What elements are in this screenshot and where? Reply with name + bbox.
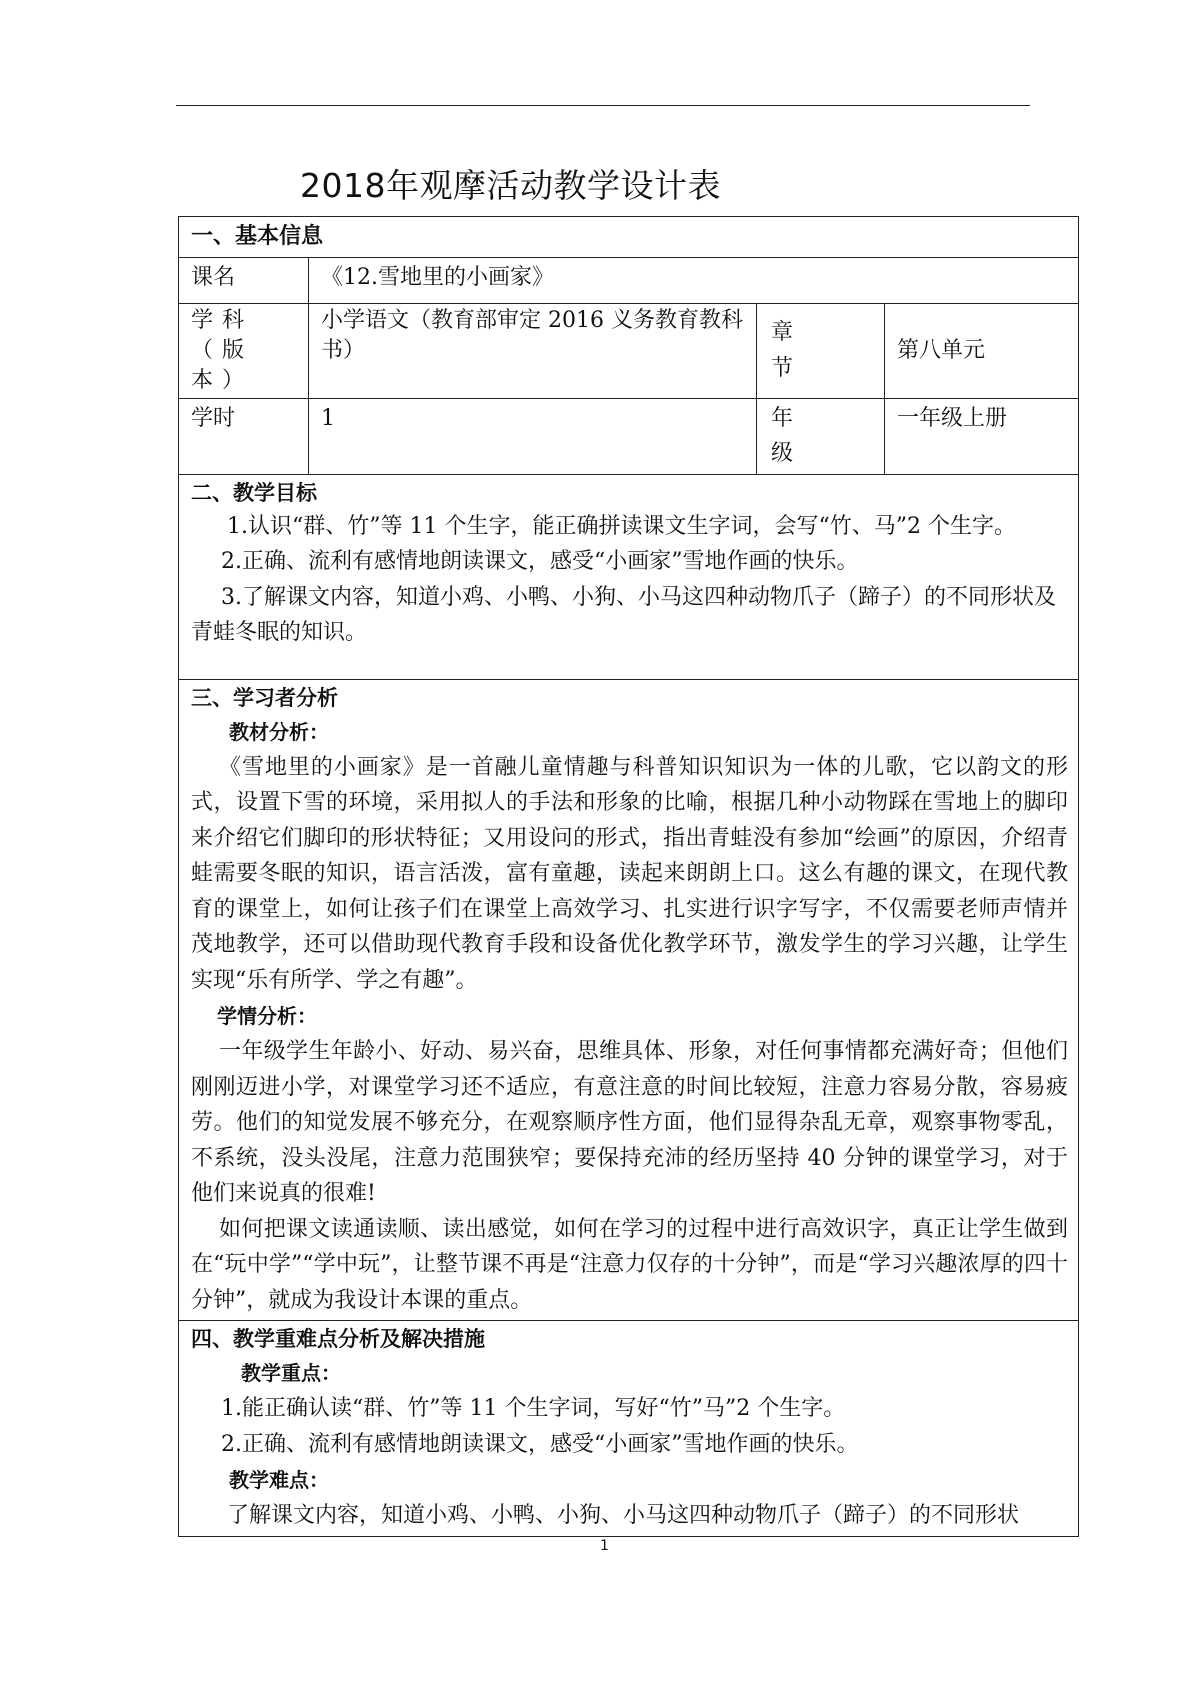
- student-analysis-text-2: 如何把课文读通读顺、读出感觉，如何在学习的过程中进行高效识字，真正让学生做到在“玩中学”“学中玩”，让整节课不再是“注意力仅存的十分钟”，而是“学习兴趣浓厚的四十分钟”，就成为我设计本课的重点。: [191, 1216, 1069, 1313]
- material-analysis-heading: 教材分析：: [229, 719, 329, 744]
- hours-label: 学时: [179, 398, 309, 474]
- teaching-difficulty-heading: 教学难点：: [229, 1468, 329, 1492]
- learner-analysis-row: [179, 679, 1079, 1321]
- header-rule: [176, 105, 1030, 106]
- subject-row: [179, 303, 1079, 398]
- hours-value: 1: [309, 398, 757, 474]
- teaching-focus-heading: 教学重点：: [241, 1361, 341, 1385]
- page-title: 2018年观摩活动教学设计表: [300, 166, 721, 205]
- key-points-heading: 四、教学重难点分析及解决措施: [191, 1327, 485, 1351]
- objective-item-2: 2.正确、流利有感情地朗读课文，感受“小画家”雪地作画的快乐。: [221, 549, 859, 574]
- course-label: 课名: [179, 257, 309, 303]
- objectives-heading: 二、教学目标: [191, 480, 317, 505]
- key-points-cell: [179, 1321, 1079, 1537]
- learner-analysis-heading: 三、学习者分析: [191, 685, 338, 710]
- grade-label: 年 级: [757, 398, 885, 474]
- student-analysis-text-1: 一年级学生年龄小、好动、易兴奋，思维具体、形象，对任何事情都充满好奇；但他们刚刚迈进小学，对课堂学习还不适应，有意注意的时间比较短，注意力容易分散，容易疲劳。他们的知觉发展不够充分，在观察顺序性方面，他们显得杂乱无章，观察事物零乱，不系统，没头没尾，注意力范围狭窄；要保持充沛的经历坚持 40 分钟的课堂学习，对于他们来说真的很难!: [191, 1039, 1069, 1206]
- grade-value: 一年级上册: [885, 398, 1079, 474]
- hours-row: [179, 398, 1079, 474]
- basic-info-heading: 一、基本信息: [179, 217, 1079, 258]
- page-number: 1: [600, 1538, 609, 1554]
- objectives-cell: [179, 474, 1079, 679]
- chapter-value: 第八单元: [885, 303, 1079, 398]
- focus-item-1: 1.能正确认读“群、竹”等 11 个生字词，写好“竹”马”2 个生字。: [221, 1396, 846, 1421]
- student-analysis-heading: 学情分析：: [217, 1004, 317, 1028]
- subject-value: 小学语文（教育部审定 2016 义务教育教科书）: [309, 303, 757, 398]
- objective-item-3: 3.了解课文内容，知道小鸡、小鸭、小狗、小马这四种动物爪子（蹄子）的不同形状及青蛙冬眠的知识。: [191, 584, 1056, 645]
- focus-item-2: 2.正确、流利有感情地朗读课文，感受“小画家”雪地作画的快乐。: [221, 1431, 859, 1457]
- course-row: [179, 257, 1079, 303]
- basic-info-heading-row: [179, 217, 1079, 258]
- subject-label: 学科（版本）: [179, 303, 309, 398]
- objectives-row: [179, 474, 1079, 679]
- material-analysis-text: 《雪地里的小画家》是一首融儿童情趣与科普知识知识为一体的儿歌，它以韵文的形式，设置下雪的环境，采用拟人的手法和形象的比喻，根据几种小动物踩在雪地上的脚印来介绍它们脚印的形状特征；又用设问的形式，指出青蛙没有参加“绘画”的原因，介绍青蛙需要冬眠的知识，语言活泼，富有童趣，读起来朗朗上口。这么有趣的课文，在现代教育的课堂上，如何让孩子们在课堂上高效学习、扎实进行识字写字，不仅需要老师声情并茂地教学，还可以借助现代教育手段和设备优化教学环节，激发学生的学习兴趣，让学生实现“乐有所学、学之有趣”。: [191, 754, 1069, 993]
- difficulty-text: 了解课文内容，知道小鸡、小鸭、小狗、小马这四种动物爪子（蹄子）的不同形状: [227, 1503, 1020, 1528]
- key-points-row: [179, 1321, 1079, 1537]
- lesson-design-table: [178, 216, 1079, 1537]
- chapter-label: 章 节: [757, 303, 885, 398]
- objective-item-1: 1.认识“群、竹”等 11 个生字，能正确拼读课文生字词，会写“竹、马”2 个生字。: [227, 513, 1016, 539]
- learner-analysis-cell: [179, 679, 1079, 1321]
- course-value: 《12.雪地里的小画家》: [309, 257, 1079, 303]
